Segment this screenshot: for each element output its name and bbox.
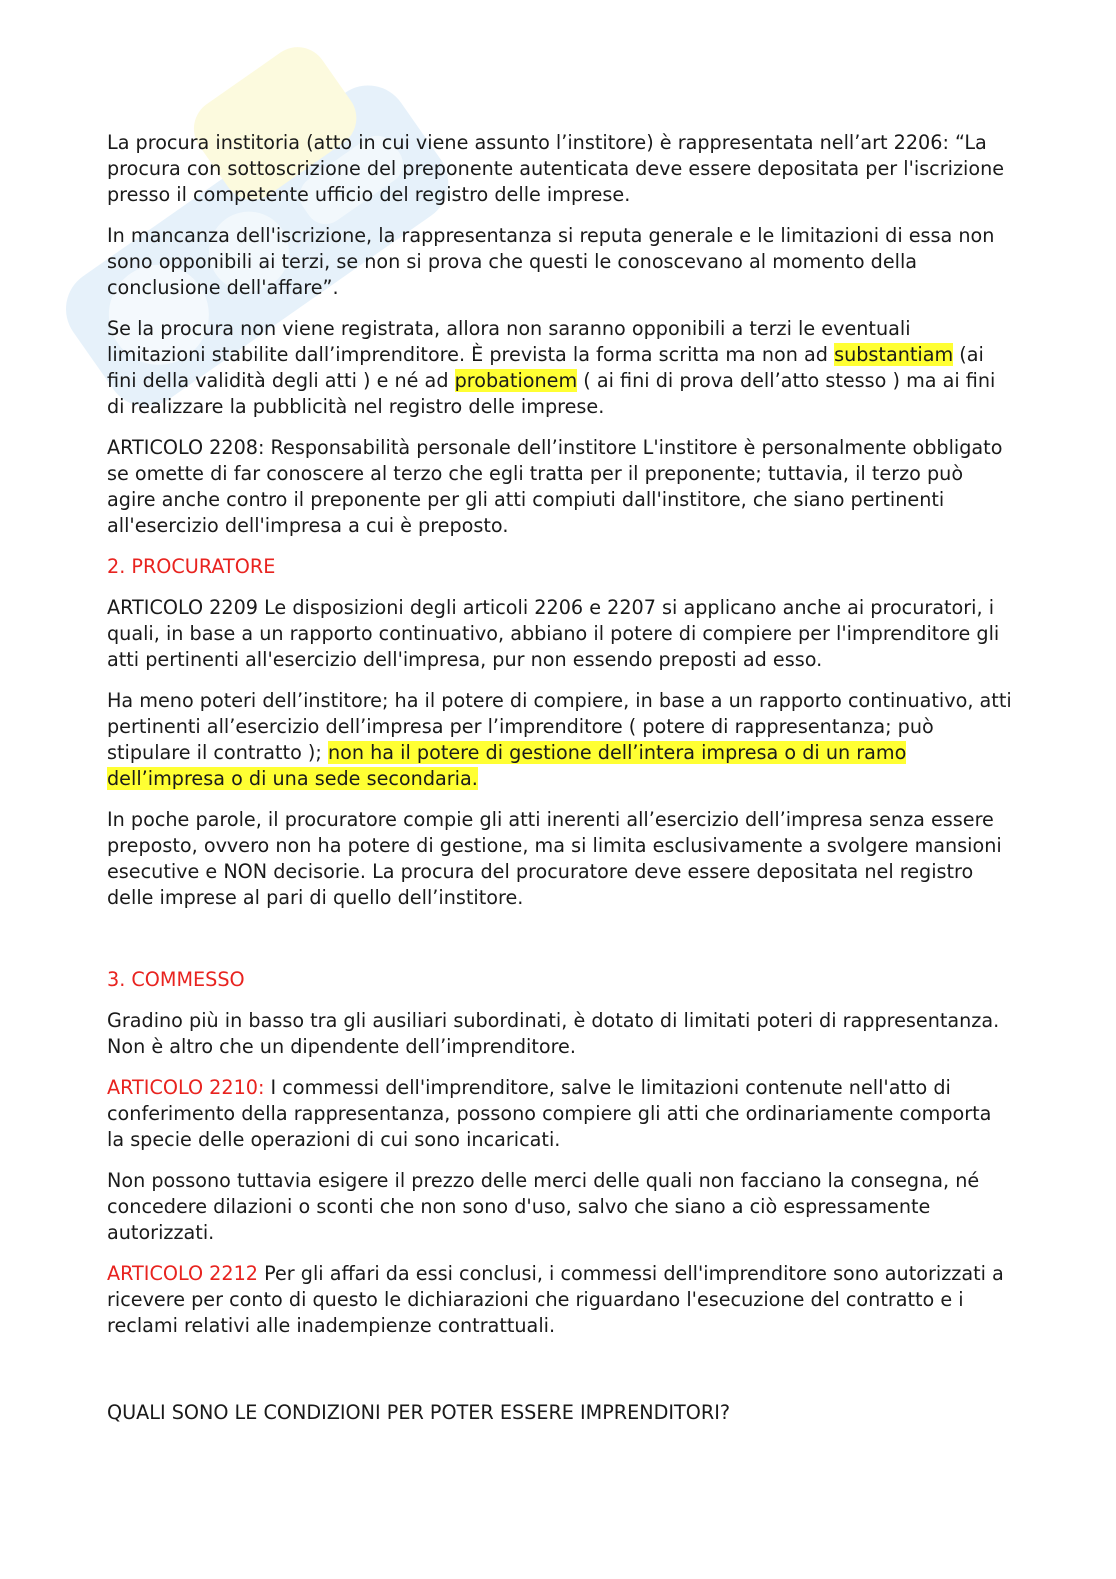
spacer bbox=[107, 926, 1012, 967]
heading-procuratore: 2. PROCURATORE bbox=[107, 555, 276, 578]
text-segment: (ai fini della validità degli atti ) e né ad bbox=[107, 343, 984, 392]
spacer bbox=[107, 1354, 1012, 1400]
paragraph-mancanza-iscrizione: In mancanza dell'iscrizione, la rappresentanza si reputa generale e le limitazioni di essa non sono opponibili ai terzi, se non si prova che questi le conoscevano al momento della conclusione dell'affare”. bbox=[107, 224, 995, 299]
text-segment: ( ai fini di prova dell’atto stesso ) ma ai fini di realizzare la pubblicità nel registro delle imprese. bbox=[107, 369, 996, 418]
paragraph-poche-parole: In poche parole, il procuratore compie gli atti inerenti all’esercizio dell’impresa senza essere preposto, ovvero non ha potere di gestione, ma si limita esclusivamente a svolgere mansioni esecutive e NON decisorie. La procura del procuratore deve essere depositata nel registro delle imprese al pari di quello dell’institore. bbox=[107, 808, 1002, 909]
highlight-substantiam: substantiam bbox=[834, 343, 954, 366]
question-condizioni: QUALI SONO LE CONDIZIONI PER POTER ESSERE IMPRENDITORI? bbox=[107, 1401, 731, 1424]
article-label-2212: ARTICOLO 2212 bbox=[107, 1262, 258, 1285]
document-page bbox=[107, 130, 1012, 1441]
paragraph-procura-institoria: La procura institoria (atto in cui viene assunto l’institore) è rappresentata nell’art 2206: “La procura con sottoscrizione del preponente autenticata deve essere depositata per l'iscrizione presso il competente ufficio del registro delle imprese. bbox=[107, 131, 1005, 206]
paragraph-gradino: Gradino più in basso tra gli ausiliari subordinati, è dotato di limitati poteri di rappresentanza. Non è altro che un dipendente dell’imprenditore. bbox=[107, 1009, 1000, 1058]
paragraph-articolo-2212 bbox=[107, 1261, 1012, 1339]
heading-commesso: 3. COMMESSO bbox=[107, 968, 245, 991]
text-segment: Per gli affari da essi conclusi, i commessi dell'imprenditore sono autorizzati a ricevere per conto di questo le dichiarazioni che riguardano l'esecuzione del contratto e i reclami relativi alle inadempienze contrattuali. bbox=[107, 1262, 1004, 1337]
paragraph-articolo-2210 bbox=[107, 1075, 1012, 1153]
paragraph-meno-poteri bbox=[107, 688, 1012, 792]
text-segment: Se la procura non viene registrata, allora non saranno opponibili a terzi le eventuali limitazioni stabilite dall’imprenditore. È prevista la forma scritta ma non ad bbox=[107, 317, 911, 366]
paragraph-articolo-2209: ARTICOLO 2209 Le disposizioni degli articoli 2206 e 2207 si applicano anche ai procuratori, i quali, in base a un rapporto continuativo, abbiano il potere di compiere per l'imprenditore gli atti pertinenti all'esercizio dell'impresa, pur non essendo preposti ad esso. bbox=[107, 596, 1000, 671]
article-label-2210: ARTICOLO 2210: bbox=[107, 1076, 265, 1099]
text-segment: I commessi dell'imprenditore, salve le limitazioni contenute nell'atto di conferimento della rappresentanza, possono compiere gli atti che ordinariamente comporta la specie delle operazioni di cui sono incaricati. bbox=[107, 1076, 992, 1151]
text-segment: Ha meno poteri dell’institore; ha il potere di compiere, in base a un rapporto continuativo, atti pertinenti all’esercizio dell’impresa per l’imprenditore ( potere di rappresentanza; può stipulare il contratto ); bbox=[107, 689, 1012, 764]
highlight-gestione: non ha il potere di gestione dell’intera impresa o di un ramo dell’impresa o di una sede secondaria. bbox=[107, 741, 907, 790]
paragraph-non-possono: Non possono tuttavia esigere il prezzo delle merci delle quali non facciano la consegna, né concedere dilazioni o sconti che non sono d'uso, salvo che siano a ciò espressamente autorizzati. bbox=[107, 1169, 980, 1244]
paragraph-articolo-2208: ARTICOLO 2208: Responsabilità personale dell’institore L'institore è personalmente obbligato se omette di far conoscere al terzo che egli tratta per il preponente; tuttavia, il terzo può agire anche contro il preponente per gli atti compiuti dall'institore, che siano pertinenti all'esercizio dell'impresa a cui è preposto. bbox=[107, 436, 1003, 537]
highlight-probationem: probationem bbox=[454, 369, 578, 392]
paragraph-procura-non-registrata bbox=[107, 316, 1012, 420]
